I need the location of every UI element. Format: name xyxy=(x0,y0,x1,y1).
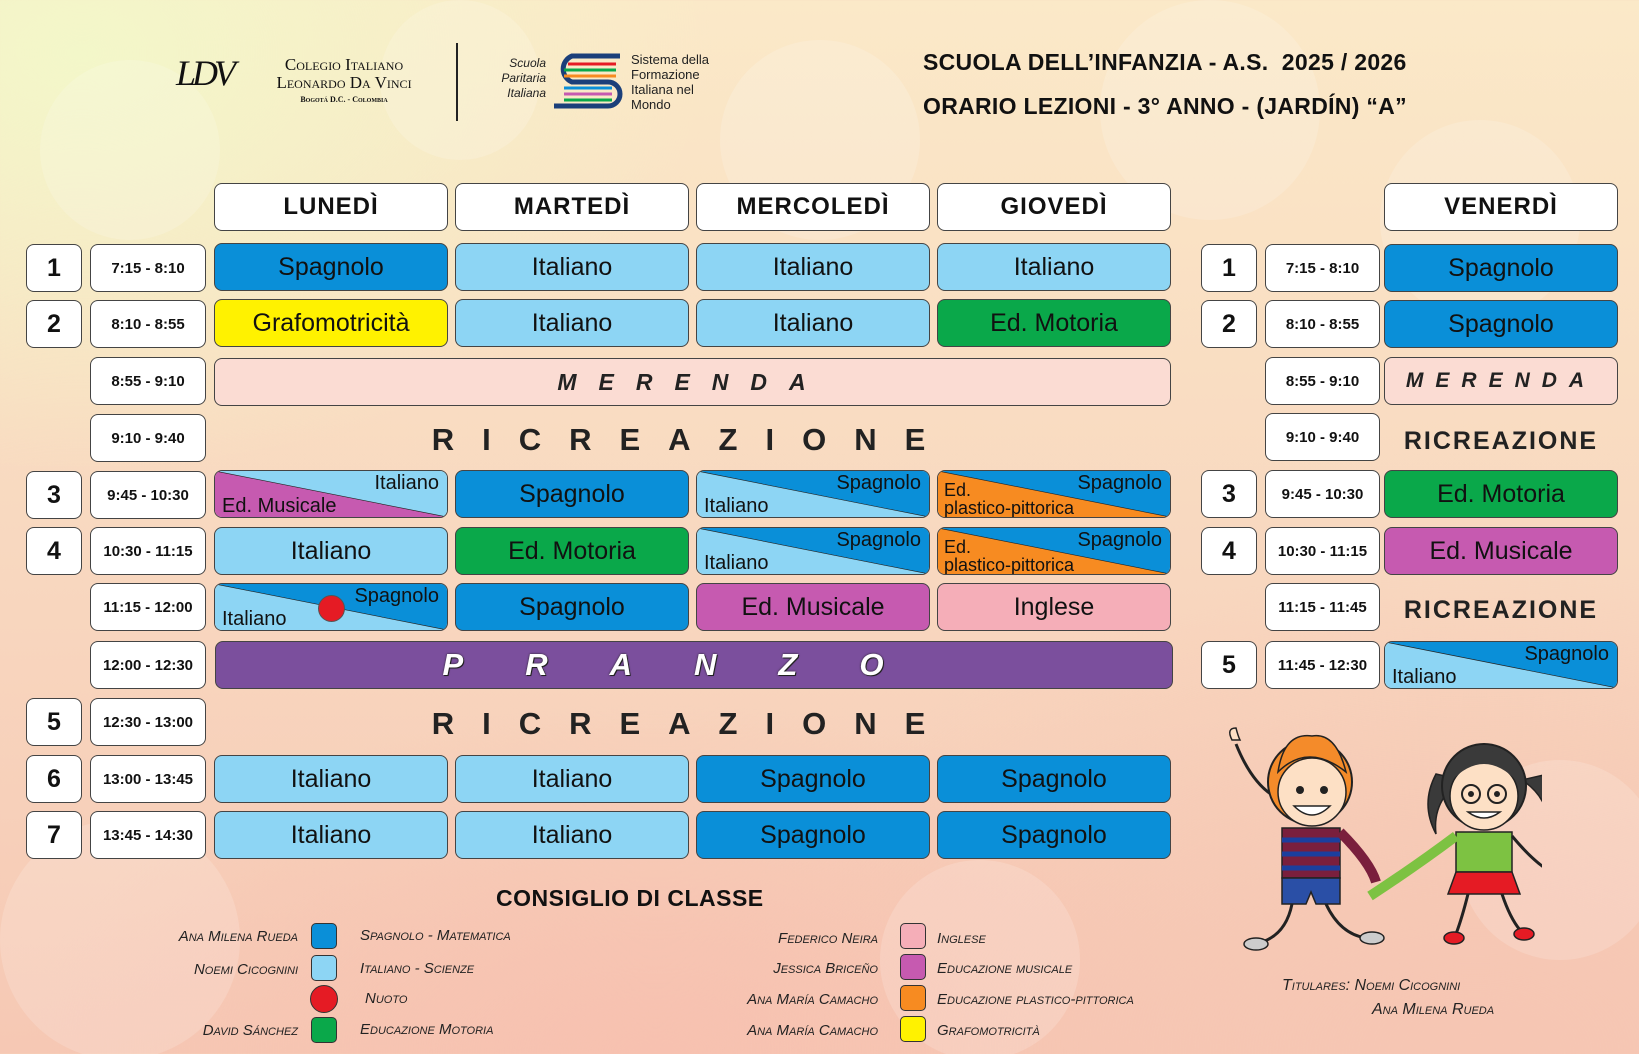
period-time: 9:45 - 10:30 xyxy=(1265,470,1380,518)
lesson-cell: Ed. Musicale xyxy=(696,583,930,631)
lesson-cell: Spagnolo xyxy=(696,811,930,859)
header-title-2: ORARIO LEZIONI - 3° ANNO - (JARDÍN) “A” xyxy=(923,93,1407,119)
lesson-cell: Italiano xyxy=(455,243,689,291)
lesson-cell: Italiano xyxy=(214,755,448,803)
lesson-cell: Grafomotricità xyxy=(214,299,448,347)
subject-name: Spagnolo - Matematica xyxy=(360,927,511,944)
subject-name: Inglese xyxy=(937,930,986,947)
sistema-logo-icon xyxy=(550,50,632,110)
period-time: 7:15 - 8:10 xyxy=(1265,244,1380,292)
lesson-cell: Spagnolo xyxy=(696,755,930,803)
lesson-cell-split xyxy=(696,527,930,575)
school-line1: Colegio Italiano xyxy=(284,55,404,74)
lesson-cell: Spagnolo xyxy=(937,811,1171,859)
pranzo-band: PRANZO xyxy=(215,641,1173,689)
split-bottom: Ed. plastico-pittorica xyxy=(944,480,1075,518)
lesson-cell: Ed. Musicale xyxy=(1384,527,1618,575)
merenda-band: MERENDA xyxy=(1384,357,1618,405)
school-line2: Leonardo Da Vinci xyxy=(276,73,412,92)
lesson-cell: Italiano xyxy=(696,243,930,291)
teacher-name: Ana Milena Rueda xyxy=(178,928,298,945)
period-number: 3 xyxy=(1201,470,1257,518)
school-name xyxy=(254,56,434,104)
legend-swatch xyxy=(900,954,926,980)
legend-swatch xyxy=(900,985,926,1011)
sistema-text: Sistema della Formazione Italiana nel Mondo xyxy=(631,52,710,112)
period-number: 6 xyxy=(26,755,82,803)
period-number: 4 xyxy=(26,527,82,575)
lesson-cell-split xyxy=(937,527,1171,575)
split-top: Italiano xyxy=(374,472,439,494)
teacher-name: Ana María Camacho xyxy=(747,991,878,1008)
legend-swatch xyxy=(311,1017,337,1043)
subject-name: Italiano - Scienze xyxy=(360,960,475,977)
lesson-cell-split xyxy=(1384,641,1618,689)
lesson-cell: Italiano xyxy=(455,755,689,803)
lesson-cell: Italiano xyxy=(214,811,448,859)
teacher-name: Noemi Cicognini xyxy=(193,961,298,978)
split-top: Spagnolo xyxy=(1077,529,1162,551)
day-header-thursday: GIOVEDÌ xyxy=(937,183,1171,231)
header-title-1: SCUOLA DELL’INFANZIA - A.S. 2025 / 2026 xyxy=(923,49,1407,75)
subject-name: Educazione Motoria xyxy=(360,1021,494,1038)
period-number: 2 xyxy=(26,300,82,348)
ricreazione-label: RICREAZIONE xyxy=(431,422,954,457)
ldv-mark: LDV xyxy=(176,53,233,93)
split-top: Spagnolo xyxy=(1524,643,1609,665)
consiglio-title: CONSIGLIO DI CLASSE xyxy=(496,885,764,911)
ricreazione-label: RICREAZIONE xyxy=(431,706,954,741)
split-bottom: Italiano xyxy=(1392,666,1457,688)
subject-name: Educazione musicale xyxy=(937,960,1073,977)
titulares-line1: Titulares: Noemi Cicognini xyxy=(1282,977,1461,994)
lesson-cell: Ed. Motoria xyxy=(1384,470,1618,518)
period-time: 11:45 - 12:30 xyxy=(1265,641,1380,689)
nuoto-dot-icon xyxy=(318,595,345,622)
split-top: Spagnolo xyxy=(836,472,921,494)
lesson-cell: Spagnolo xyxy=(1384,300,1618,348)
period-time: 11:15 - 12:00 xyxy=(90,583,206,631)
period-time: 11:15 - 11:45 xyxy=(1265,583,1380,631)
day-header-monday: LUNEDÌ xyxy=(214,183,448,231)
period-time: 12:30 - 13:00 xyxy=(90,698,206,746)
day-header-wednesday: MERCOLEDÌ xyxy=(696,183,930,231)
day-header-tuesday: MARTEDÌ xyxy=(455,183,689,231)
split-top: Spagnolo xyxy=(836,529,921,551)
ricreazione-label: RICREAZIONE xyxy=(1403,427,1599,455)
lesson-cell: Spagnolo xyxy=(1384,244,1618,292)
lesson-cell: Italiano xyxy=(455,811,689,859)
subject-name: Grafomotricità xyxy=(937,1022,1040,1039)
teacher-name: Jessica Briceño xyxy=(773,960,878,977)
children-illustration xyxy=(1222,720,1542,965)
period-number: 7 xyxy=(26,811,82,859)
nuoto-swatch-icon xyxy=(310,985,338,1013)
period-time: 9:10 - 9:40 xyxy=(90,414,206,462)
legend-swatch xyxy=(311,955,337,981)
period-number: 5 xyxy=(26,698,82,746)
period-time: 8:10 - 8:55 xyxy=(1265,300,1380,348)
logo-divider xyxy=(456,43,458,121)
period-number: 5 xyxy=(1201,641,1257,689)
split-bottom: Italiano xyxy=(704,495,769,517)
period-number: 1 xyxy=(26,244,82,292)
split-bottom: Ed. plastico-pittorica xyxy=(944,537,1075,575)
period-number: 2 xyxy=(1201,300,1257,348)
period-time: 9:45 - 10:30 xyxy=(90,471,206,519)
lesson-cell: Italiano xyxy=(937,243,1171,291)
lesson-cell: Italiano xyxy=(696,299,930,347)
period-number: 4 xyxy=(1201,527,1257,575)
lesson-cell-split xyxy=(214,470,448,518)
period-time: 8:55 - 9:10 xyxy=(90,357,206,405)
split-top: Spagnolo xyxy=(1077,472,1162,494)
lesson-cell: Inglese xyxy=(937,583,1171,631)
lesson-cell: Spagnolo xyxy=(937,755,1171,803)
period-time: 8:55 - 9:10 xyxy=(1265,357,1380,405)
period-time: 13:00 - 13:45 xyxy=(90,755,206,803)
period-time: 10:30 - 11:15 xyxy=(1265,527,1380,575)
period-time: 8:10 - 8:55 xyxy=(90,300,206,348)
period-number: 1 xyxy=(1201,244,1257,292)
paritaria-text: Scuola Paritaria Italiana xyxy=(501,56,546,100)
legend-swatch xyxy=(311,923,337,949)
titulares-line2: Ana Milena Rueda xyxy=(1372,1001,1495,1018)
lesson-cell: Italiano xyxy=(455,299,689,347)
merenda-band: MERENDA xyxy=(214,358,1171,406)
period-number: 3 xyxy=(26,471,82,519)
subject-name: Nuoto xyxy=(365,990,408,1007)
teacher-name: Ana María Camacho xyxy=(747,1022,878,1039)
period-time: 13:45 - 14:30 xyxy=(90,811,206,859)
lesson-cell: Ed. Motoria xyxy=(937,299,1171,347)
subject-name: Educazione plastico-pittorica xyxy=(937,991,1134,1008)
teacher-name: Federico Neira xyxy=(778,930,878,947)
split-bottom: Italiano xyxy=(222,608,287,630)
lesson-cell-split xyxy=(696,470,930,518)
period-time: 10:30 - 11:15 xyxy=(90,527,206,575)
split-bottom: Italiano xyxy=(704,552,769,574)
day-header-friday: VENERDÌ xyxy=(1384,183,1618,231)
legend-swatch xyxy=(900,1016,926,1042)
school-line3: Bogotá D.C. - Colombia xyxy=(300,95,388,104)
ldv-logo xyxy=(176,52,246,108)
split-top: Spagnolo xyxy=(354,585,439,607)
period-time: 9:10 - 9:40 xyxy=(1265,413,1380,461)
lesson-cell: Spagnolo xyxy=(214,243,448,291)
split-bottom: Ed. Musicale xyxy=(222,495,337,517)
lesson-cell: Spagnolo xyxy=(455,470,689,518)
lesson-cell: Italiano xyxy=(214,527,448,575)
lesson-cell: Ed. Motoria xyxy=(455,527,689,575)
lesson-cell: Spagnolo xyxy=(455,583,689,631)
legend-swatch xyxy=(900,923,926,949)
period-time: 12:00 - 12:30 xyxy=(90,641,206,689)
lesson-cell-split xyxy=(214,583,448,631)
period-time: 7:15 - 8:10 xyxy=(90,244,206,292)
teacher-name: David Sánchez xyxy=(202,1022,298,1039)
lesson-cell-split xyxy=(937,470,1171,518)
ricreazione-label: RICREAZIONE xyxy=(1403,596,1599,624)
